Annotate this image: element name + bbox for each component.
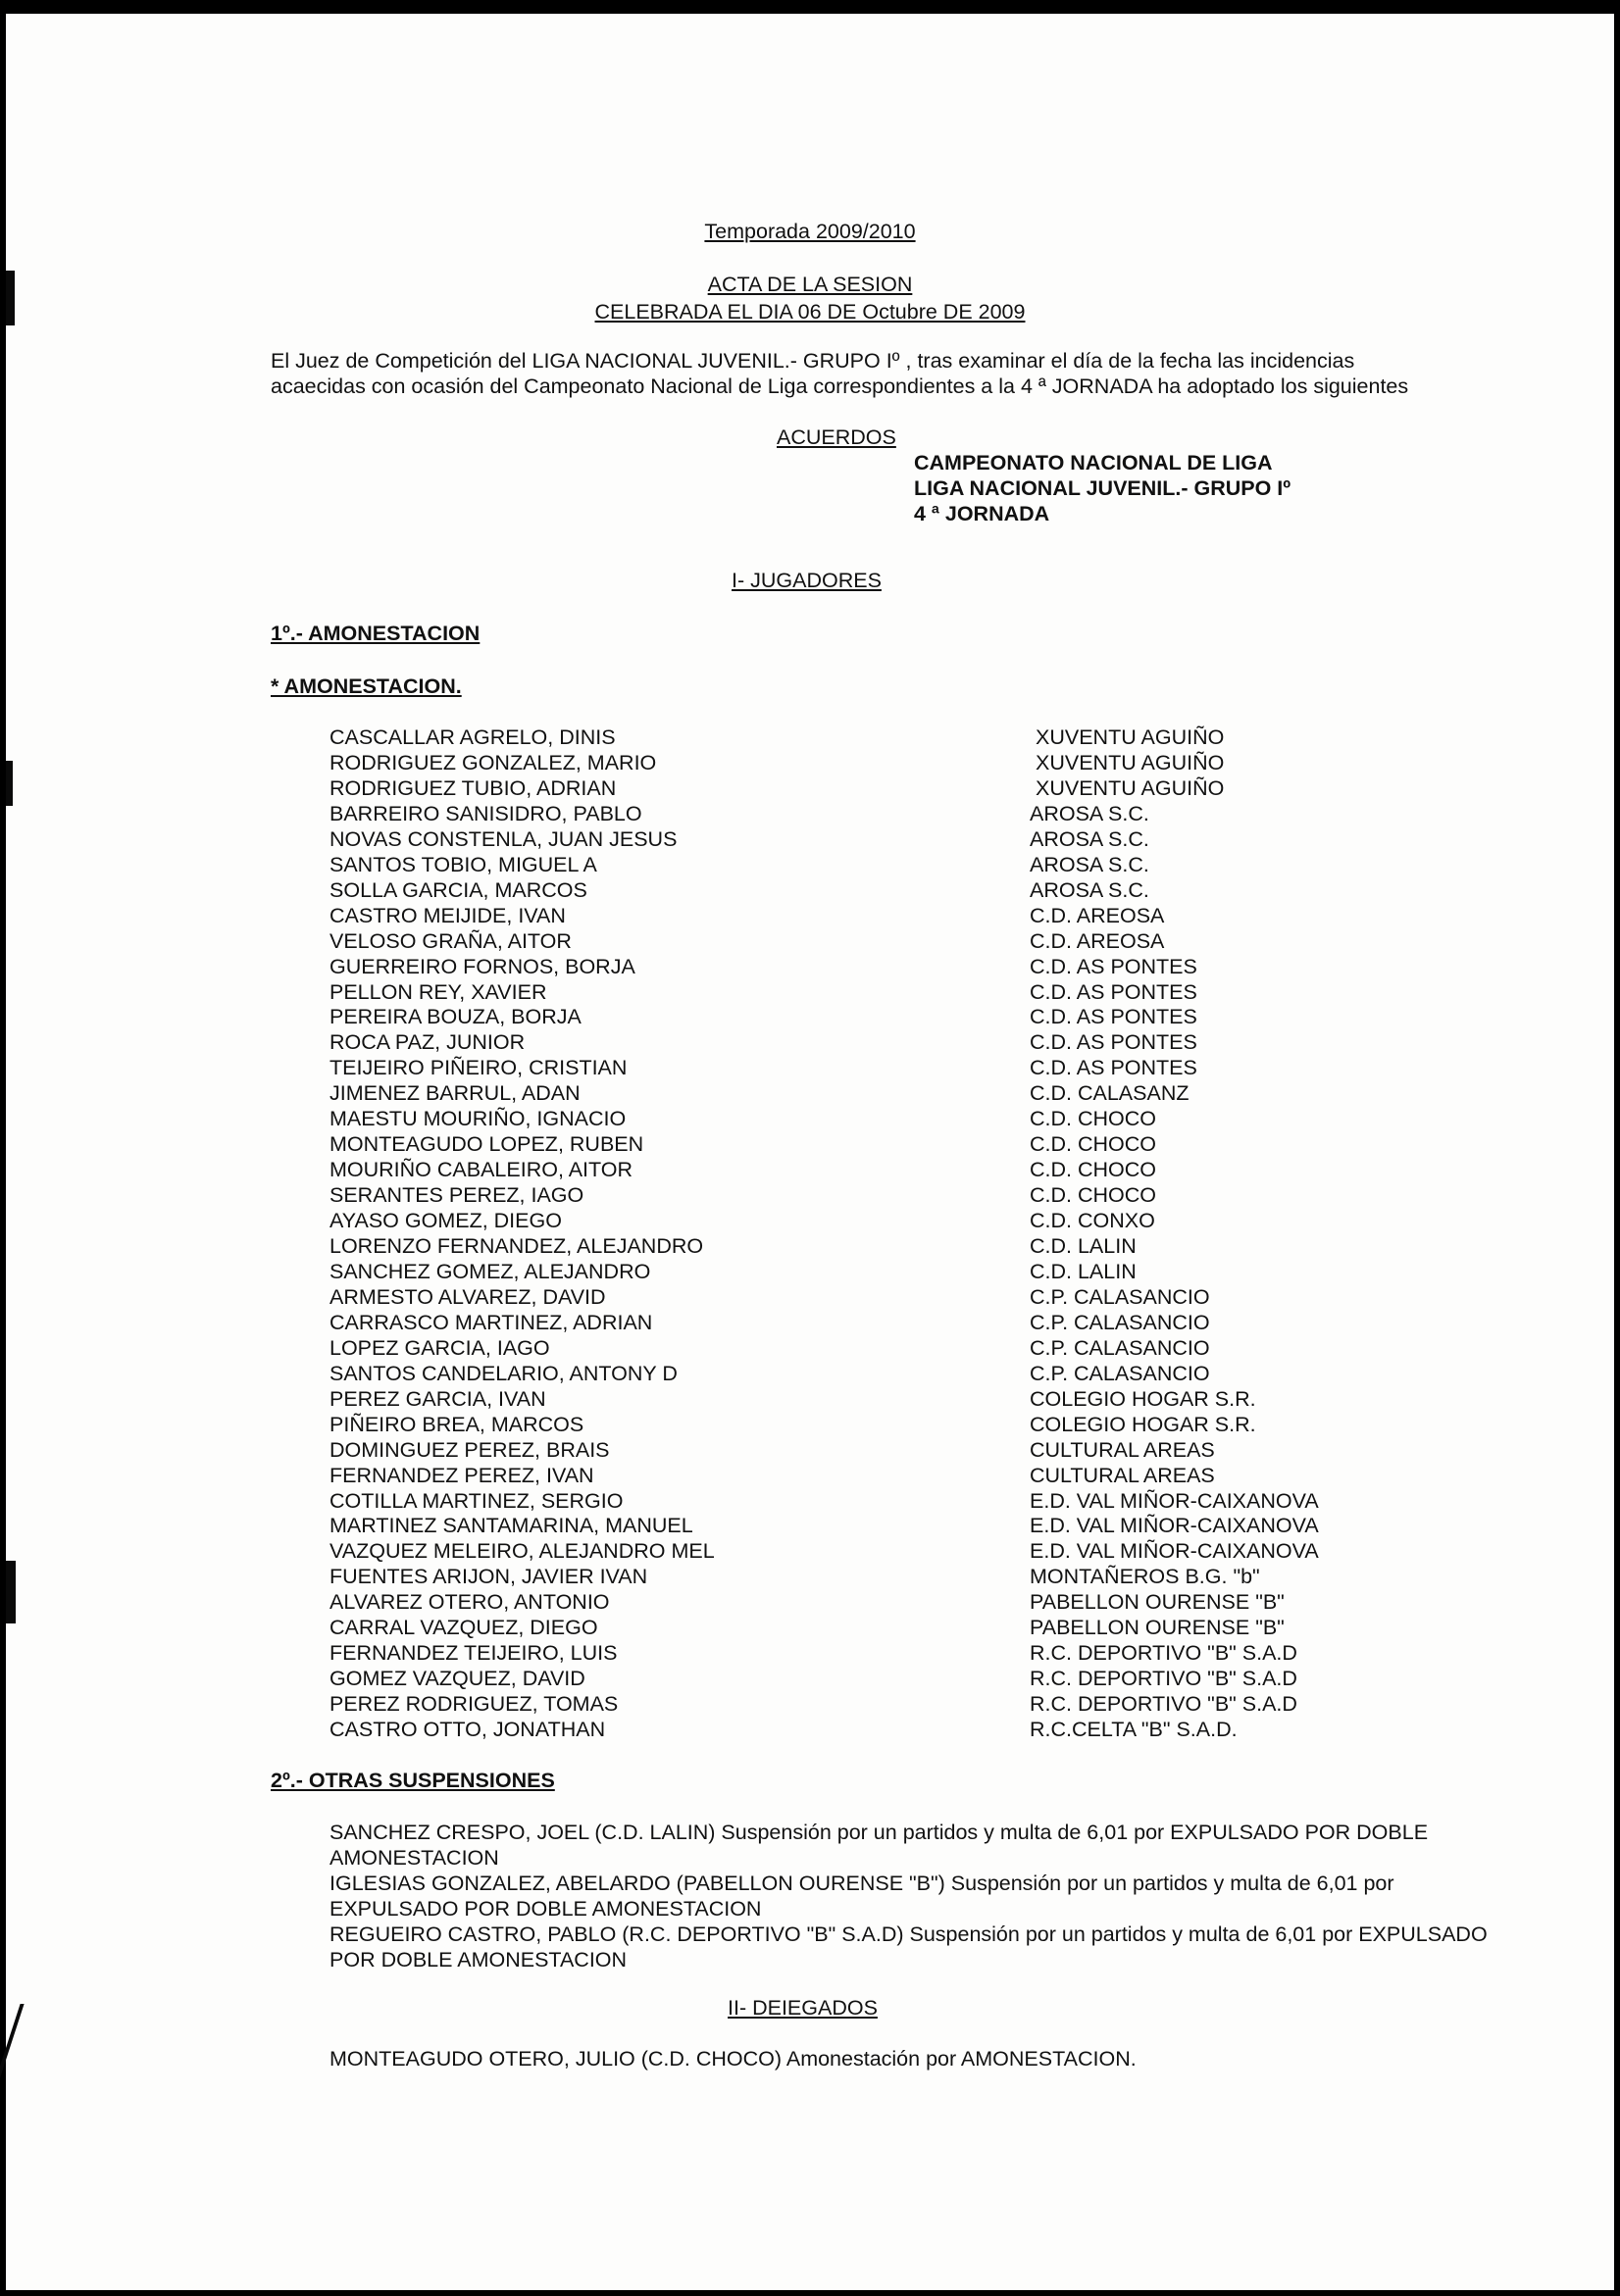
player-club: MONTAÑEROS B.G. "b" xyxy=(1030,1565,1260,1589)
player-name: JIMENEZ BARRUL, ADAN xyxy=(329,1081,581,1106)
player-name: SERANTES PEREZ, IAGO xyxy=(329,1183,584,1208)
player-name: NOVAS CONSTENLA, JUAN JESUS xyxy=(329,826,678,851)
player-name: ARMESTO ALVAREZ, DAVID xyxy=(329,1284,606,1309)
player-name: CARRAL VAZQUEZ, DIEGO xyxy=(329,1616,598,1640)
delegate-entry: MONTEAGUDO OTERO, JULIO (C.D. CHOCO) Amonestación por AMONESTACION. xyxy=(329,2047,1137,2071)
player-club: XUVENTU AGUIÑO xyxy=(1036,775,1225,800)
player-club: R.C.CELTA "B" S.A.D. xyxy=(1030,1718,1238,1742)
scan-mark xyxy=(6,1561,16,1623)
player-club: AROSA S.C. xyxy=(1030,877,1149,902)
player-club: C.D. CHOCO xyxy=(1030,1107,1156,1131)
player-club: R.C. DEPORTIVO "B" S.A.D xyxy=(1030,1641,1297,1666)
player-club: C.D. AS PONTES xyxy=(1030,1005,1197,1029)
document-page xyxy=(6,14,1614,2290)
acuerdos-label: ACUERDOS xyxy=(777,425,896,449)
player-name: ALVAREZ OTERO, ANTONIO xyxy=(329,1590,610,1615)
competition-round: 4 ª JORNADA xyxy=(914,502,1050,525)
player-name: CASTRO MEIJIDE, IVAN xyxy=(329,903,566,927)
player-club: R.C. DEPORTIVO "B" S.A.D xyxy=(1030,1692,1297,1717)
acta-title: ACTA DE LA SESION xyxy=(707,273,913,296)
player-club: PABELLON OURENSE "B" xyxy=(1030,1590,1285,1615)
player-name: RODRIGUEZ TUBIO, ADRIAN xyxy=(329,775,617,800)
player-club: C.D. CHOCO xyxy=(1030,1158,1156,1182)
player-club: AROSA S.C. xyxy=(1030,801,1149,825)
suspension-entry: IGLESIAS GONZALEZ, ABELARDO (PABELLON OURENSE "B") Suspensión por un partidos y multa de 6,01 por EXPULSADO POR DOBLE AMONESTACION xyxy=(329,1872,1394,1921)
acta-date: CELEBRADA EL DIA 06 DE Octubre DE 2009 xyxy=(594,300,1026,324)
player-club: C.P. CALASANCIO xyxy=(1030,1335,1210,1360)
player-name: GUERREIRO FORNOS, BORJA xyxy=(329,954,635,978)
player-club: AROSA S.C. xyxy=(1030,852,1149,876)
player-club: C.P. CALASANCIO xyxy=(1030,1361,1210,1385)
player-club: C.D. AREOSA xyxy=(1030,928,1165,953)
player-club: CULTURAL AREAS xyxy=(1030,1437,1215,1462)
competition-group: LIGA NACIONAL JUVENIL.- GRUPO Iº xyxy=(914,476,1291,500)
player-club: C.D. AS PONTES xyxy=(1030,1056,1197,1080)
player-name: RODRIGUEZ GONZALEZ, MARIO xyxy=(329,750,657,774)
player-club: C.D. CHOCO xyxy=(1030,1132,1156,1157)
player-club: C.D. CONXO xyxy=(1030,1209,1155,1233)
suspension-entry: REGUEIRO CASTRO, PABLO (R.C. DEPORTIVO "B" S.A.D) Suspensión por un partidos y multa de 6,01 por EXPULSADO POR DOBLE AMONESTACION xyxy=(329,1922,1488,1972)
player-name: MAESTU MOURIÑO, IGNACIO xyxy=(329,1107,627,1131)
player-name: TEIJEIRO PIÑEIRO, CRISTIAN xyxy=(329,1056,628,1080)
player-club: E.D. VAL MIÑOR-CAIXANOVA xyxy=(1030,1488,1319,1513)
scan-mark xyxy=(6,761,13,806)
player-name: PEREZ RODRIGUEZ, TOMAS xyxy=(329,1692,619,1717)
player-name: PEREZ GARCIA, IVAN xyxy=(329,1386,546,1411)
player-name: VELOSO GRAÑA, AITOR xyxy=(329,928,572,953)
intro-line-1: El Juez de Competición del LIGA NACIONAL JUVENIL.- GRUPO Iº , tras examinar el día de la fecha las incidencias xyxy=(271,349,1355,373)
player-name: MOURIÑO CABALEIRO, AITOR xyxy=(329,1158,633,1182)
section-players-title: I- JUGADORES xyxy=(732,569,882,592)
player-name: PIÑEIRO BREA, MARCOS xyxy=(329,1412,584,1436)
player-club: PABELLON OURENSE "B" xyxy=(1030,1616,1285,1640)
player-club: R.C. DEPORTIVO "B" S.A.D xyxy=(1030,1667,1297,1691)
player-club: C.P. CALASANCIO xyxy=(1030,1310,1210,1334)
player-club: C.D. LALIN xyxy=(1030,1234,1137,1258)
player-name: SANCHEZ GOMEZ, ALEJANDRO xyxy=(329,1259,651,1283)
player-club: COLEGIO HOGAR S.R. xyxy=(1030,1386,1256,1411)
player-name: DOMINGUEZ PEREZ, BRAIS xyxy=(329,1437,610,1462)
player-club: C.D. AS PONTES xyxy=(1030,1030,1197,1055)
player-club: AROSA S.C. xyxy=(1030,826,1149,851)
player-club: XUVENTU AGUIÑO xyxy=(1036,725,1225,749)
section-delegates-title: II- DEIEGADOS xyxy=(728,1996,878,2020)
player-name: LOPEZ GARCIA, IAGO xyxy=(329,1335,550,1360)
player-name: SANTOS TOBIO, MIGUEL A xyxy=(329,852,597,876)
player-club: C.D. LALIN xyxy=(1030,1259,1137,1283)
player-club: E.D. VAL MIÑOR-CAIXANOVA xyxy=(1030,1514,1319,1538)
player-name: COTILLA MARTINEZ, SERGIO xyxy=(329,1488,624,1513)
player-club: CULTURAL AREAS xyxy=(1030,1463,1215,1487)
player-name: PELLON REY, XAVIER xyxy=(329,979,547,1004)
player-name: GOMEZ VAZQUEZ, DAVID xyxy=(329,1667,585,1691)
player-club: C.D. AS PONTES xyxy=(1030,979,1197,1004)
player-club: E.D. VAL MIÑOR-CAIXANOVA xyxy=(1030,1539,1319,1564)
player-name: MONTEAGUDO LOPEZ, RUBEN xyxy=(329,1132,644,1157)
player-name: FERNANDEZ TEIJEIRO, LUIS xyxy=(329,1641,618,1666)
subsection-suspensions: 2º.- OTRAS SUSPENSIONES xyxy=(271,1769,555,1792)
player-name: VAZQUEZ MELEIRO, ALEJANDRO MEL xyxy=(329,1539,715,1564)
player-club: C.D. AREOSA xyxy=(1030,903,1165,927)
player-club: COLEGIO HOGAR S.R. xyxy=(1030,1412,1256,1436)
player-name: CASCALLAR AGRELO, DINIS xyxy=(329,725,616,749)
player-name: PEREIRA BOUZA, BORJA xyxy=(329,1005,582,1029)
intro-line-2: acaecidas con ocasión del Campeonato Nacional de Liga correspondientes a la 4 ª JORNADA ha adoptado los siguientes xyxy=(271,374,1409,398)
player-name: AYASO GOMEZ, DIEGO xyxy=(329,1209,562,1233)
player-club: C.D. AS PONTES xyxy=(1030,954,1197,978)
subsection-amonestacion: 1º.- AMONESTACION xyxy=(271,622,481,645)
player-name: LORENZO FERNANDEZ, ALEJANDRO xyxy=(329,1234,704,1258)
suspension-entry: SANCHEZ CRESPO, JOEL (C.D. LALIN) Suspensión por un partidos y multa de 6,01 por EXPULSADO POR DOBLE AMONESTACION xyxy=(329,1821,1429,1870)
subsection-amonestacion-subtitle: * AMONESTACION. xyxy=(271,674,462,698)
player-name: FUENTES ARIJON, JAVIER IVAN xyxy=(329,1565,648,1589)
season-heading: Temporada 2009/2010 xyxy=(704,220,916,243)
player-name: CARRASCO MARTINEZ, ADRIAN xyxy=(329,1310,653,1334)
player-club: C.D. CALASANZ xyxy=(1030,1081,1190,1106)
player-name: SANTOS CANDELARIO, ANTONY D xyxy=(329,1361,678,1385)
player-name: BARREIRO SANISIDRO, PABLO xyxy=(329,801,642,825)
player-name: SOLLA GARCIA, MARCOS xyxy=(329,877,587,902)
player-club: C.D. CHOCO xyxy=(1030,1183,1156,1208)
scan-mark xyxy=(0,2004,25,2092)
player-name: FERNANDEZ PEREZ, IVAN xyxy=(329,1463,594,1487)
player-club: XUVENTU AGUIÑO xyxy=(1036,750,1225,774)
player-name: ROCA PAZ, JUNIOR xyxy=(329,1030,526,1055)
player-name: CASTRO OTTO, JONATHAN xyxy=(329,1718,606,1742)
player-name: MARTINEZ SANTAMARINA, MANUEL xyxy=(329,1514,693,1538)
player-club: C.P. CALASANCIO xyxy=(1030,1284,1210,1309)
competition-name: CAMPEONATO NACIONAL DE LIGA xyxy=(914,451,1273,474)
